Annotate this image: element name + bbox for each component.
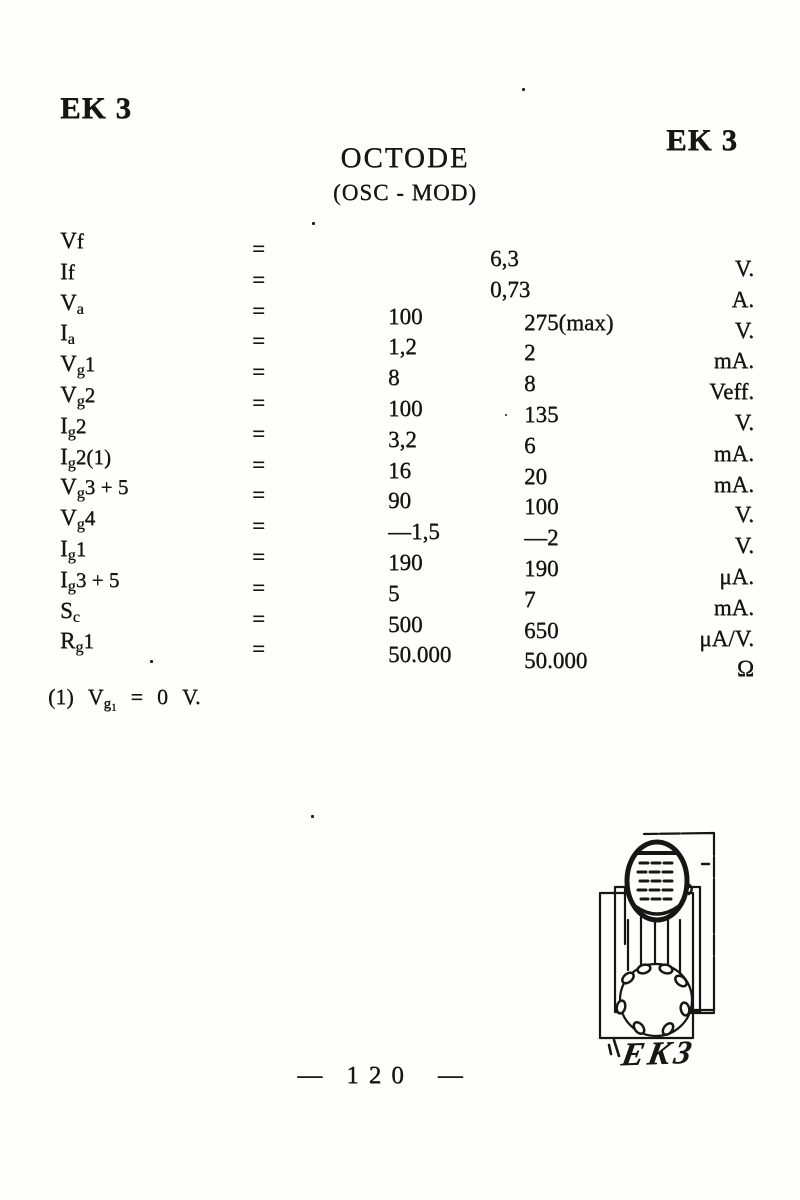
param-suffix: 3 + 5 [84, 475, 129, 500]
value-col2: 135 [524, 401, 559, 427]
equals-sign: = [252, 482, 265, 508]
scan-speck [311, 815, 314, 818]
equals-sign: = [252, 297, 265, 323]
page-header-right: EK 3 [666, 122, 739, 157]
sketch-caption: EK3 [618, 1034, 699, 1074]
value-col1: 50.000 [388, 642, 452, 668]
param-symbol: V [60, 228, 77, 253]
value-col2: 6 [524, 432, 536, 458]
table-row [60, 226, 756, 281]
value-col1: 500 [388, 611, 423, 637]
value-col1: 190 [388, 549, 423, 575]
unit-label: μA. [719, 563, 754, 589]
param-suffix: 2 [75, 413, 87, 438]
unit-label: Veff. [709, 379, 754, 405]
value-col1: 3,2 [388, 426, 417, 452]
scan-speck [150, 660, 153, 663]
page-title: OCTODE [340, 142, 470, 174]
footnote-symbol: $Vg_1$ [87, 684, 117, 714]
spec-table [60, 226, 756, 682]
value-col2: 650 [524, 617, 559, 643]
param-symbol: V [60, 351, 77, 377]
value-col2: 7 [524, 586, 536, 612]
footnote-value: 0 [156, 684, 168, 709]
param-subscript: a [76, 300, 84, 318]
param-subscript: g [76, 362, 85, 380]
equals-sign: = [252, 420, 265, 446]
param-suffix: f [76, 229, 84, 253]
value-col1: 8 [388, 365, 400, 391]
value-col1: 5 [388, 580, 400, 606]
value-col2: 190 [524, 555, 559, 581]
equals-sign: = [252, 236, 265, 261]
value-mid: 6,3 [490, 246, 519, 271]
unit-label: V. [734, 502, 754, 528]
param-label [60, 226, 252, 257]
footnote-marker: (1) [48, 684, 74, 709]
equals-sign: = [252, 543, 265, 569]
page-subtitle: (OSC - MOD) [333, 180, 477, 205]
equals-sign: = [252, 328, 265, 354]
param-subscript: g [67, 546, 76, 564]
page-number [0, 1062, 760, 1090]
param-suffix: 3 + 5 [75, 567, 120, 592]
footnote [48, 684, 201, 714]
unit-label: A. [731, 286, 754, 312]
equals-sign: = [252, 513, 265, 539]
param-symbol: V [60, 289, 77, 315]
label-tick-mark [609, 1040, 619, 1056]
page-number-dash-right: — [437, 1062, 463, 1089]
param-subscript: g [76, 392, 85, 410]
value-col1: 90 [388, 488, 411, 514]
param-suffix: 1 [84, 352, 96, 377]
unit-label: mA. [713, 440, 754, 466]
value-col2: —2 [524, 525, 559, 551]
param-symbol: S [60, 597, 73, 623]
unit-label: mA. [713, 471, 754, 497]
footnote-equals: = [130, 684, 143, 709]
unit-label: Ω [736, 656, 754, 682]
param-symbol: V [60, 505, 77, 531]
unit-label: mA. [713, 348, 754, 374]
value-col2: 20 [524, 463, 547, 489]
param-label [60, 257, 252, 288]
page-number-dash-left: — [297, 1062, 323, 1089]
value-col1: 100 [388, 395, 423, 421]
equals-sign: = [252, 451, 265, 477]
tube-envelope [627, 842, 709, 920]
param-subscript: g [67, 423, 76, 441]
scan-speck [522, 88, 525, 91]
param-subscript: g [76, 516, 85, 534]
value-mid: 0,73 [490, 276, 531, 302]
param-suffix: 2 [84, 382, 96, 407]
equals-sign: = [252, 359, 265, 385]
equals-sign: = [252, 389, 265, 415]
unit-label: V. [734, 533, 754, 559]
param-symbol: I [60, 566, 68, 592]
scan-speck [312, 222, 315, 225]
unit-label: mA. [713, 594, 754, 620]
page-number-value: 120 [346, 1062, 414, 1089]
param-subscript: g [67, 577, 76, 595]
value-col2: 50.000 [524, 648, 588, 674]
tube-base [616, 963, 692, 1036]
param-symbol: I [60, 443, 68, 469]
unit-label: μA/V. [699, 625, 754, 651]
param-symbol: I [60, 320, 68, 346]
param-subscript: g [75, 639, 84, 657]
param-symbol: I [60, 412, 68, 438]
equals-sign: = [252, 266, 265, 292]
equals-sign: = [252, 574, 265, 600]
param-symbol: I [60, 258, 68, 284]
unit-label: V. [734, 409, 754, 435]
equals-sign: = [252, 605, 265, 631]
param-subscript: g [76, 485, 85, 503]
param-suffix: 2(1) [75, 444, 111, 469]
param-symbol: I [60, 535, 68, 561]
param-suffix: 4 [84, 506, 96, 531]
value-col1: 1,2 [388, 334, 417, 360]
value-col2: 275(max) [524, 309, 614, 335]
param-symbol: V [60, 381, 77, 407]
value-col2: 2 [524, 340, 536, 366]
param-suffix: f [67, 259, 75, 284]
scan-speck [505, 414, 507, 416]
title-block [0, 142, 800, 206]
param-subscript: a [67, 331, 75, 349]
param-suffix: 1 [75, 536, 87, 561]
param-subscript: g [67, 454, 76, 472]
param-symbol: V [60, 474, 77, 500]
param-suffix: 1 [83, 629, 94, 654]
page-header-left: EK 3 [60, 90, 133, 125]
param-subscript: c [72, 608, 80, 626]
unit-label: V. [734, 317, 754, 343]
equals-sign: = [252, 636, 265, 662]
param-label [60, 626, 252, 664]
unit-label: V. [734, 256, 754, 281]
value-col2: 100 [524, 494, 559, 520]
value-col2: 8 [524, 371, 536, 397]
footnote-unit: V. [181, 684, 201, 709]
value-col1: 100 [388, 303, 423, 329]
value-col1: 16 [388, 457, 411, 483]
value-col1: —1,5 [388, 519, 440, 545]
param-symbol: R [60, 628, 76, 654]
